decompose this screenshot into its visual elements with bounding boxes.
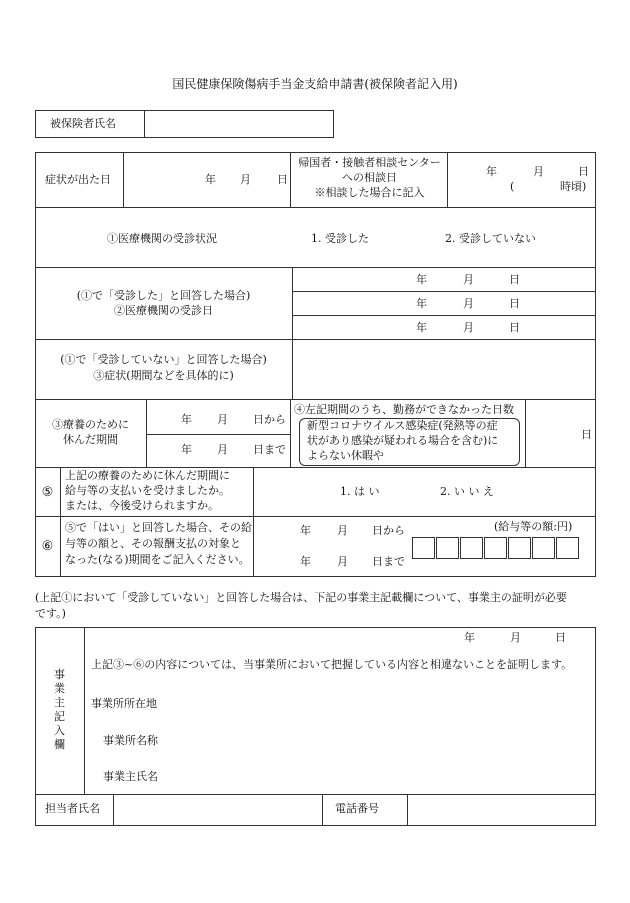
q1-option-visited[interactable]: 1. 受診した [311,232,369,245]
q1-label: ①医療機関の受診状況 [107,232,217,245]
amount-digit-box[interactable] [484,537,507,559]
contact-person-label: 担当者氏名 [45,802,100,815]
consult-center-label: 帰国者・接触者相談センター [298,156,441,169]
q5-question: 上記の療養のために休んだ期間に [65,469,230,482]
insured-name-field[interactable] [146,112,332,136]
q5-option-no[interactable]: 2. い い え [440,485,494,498]
q4-title: ④左記期間のうち、勤務ができなかった日数 [294,403,514,416]
q3-symptom-field[interactable] [294,341,594,397]
office-address-label: 事業所所在地 [91,697,157,710]
insured-name-label: 被保険者氏名 [50,117,116,130]
amount-digit-box[interactable] [460,537,483,559]
q1-option-not-visited[interactable]: 2. 受診していない [445,232,536,245]
employer-statement: 上記③~⑥の内容については、当事業所において把握している内容と相違ないことを証明します。 [91,658,573,671]
q5-number: ⑤ [41,485,54,500]
onset-label: 症状が出た日 [45,173,111,186]
q6-number: ⑥ [41,539,54,554]
amount-digit-box[interactable] [556,537,579,559]
employer-note: (上記①において「受診していない」と回答した場合は、下記の事業主記載欄について、事業主の証明が必要 [35,591,567,604]
phone-label: 電話番号 [335,802,379,815]
q6-question: ⑤で「はい」と回答した場合、その給 [65,521,252,534]
amount-digit-box[interactable] [508,537,531,559]
amount-digit-box[interactable] [412,537,435,559]
contact-person-field[interactable] [115,796,320,824]
rest-period-label: ③療養のために [52,418,129,431]
phone-field[interactable] [409,796,594,824]
q5-option-yes[interactable]: 1. は い [340,485,380,498]
q3-label: (①で「受診していない」と回答した場合) [60,353,267,366]
amount-digit-box[interactable] [532,537,555,559]
employer-name-label: 事業主氏名 [103,770,158,783]
amount-digit-box[interactable] [436,537,459,559]
q2-label: (①で「受診した」と回答した場合) [76,289,251,302]
q6-amount-label: (給与等の額:円) [494,520,573,533]
office-name-label: 事業所名称 [103,734,158,747]
employer-side-label: 事 業 主 記 入 欄 [54,668,65,751]
form-title: 国民健康保険傷病手当金支給申請書(被保険者記入用) [172,77,458,91]
